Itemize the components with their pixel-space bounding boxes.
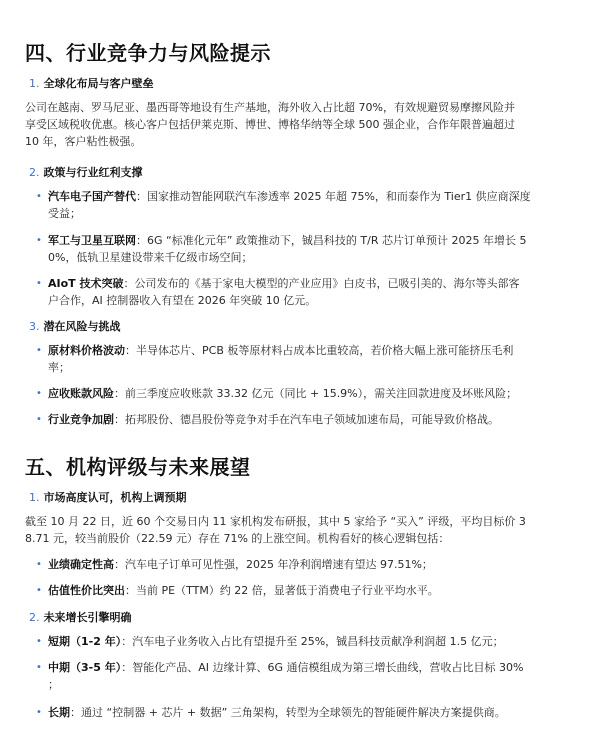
sub-number: 1. [29, 491, 40, 504]
bullet-icon: • [36, 662, 42, 673]
bullet-text: ：前三季度应收账款 33.32 亿元（同比 + 15.9%），需关注回款进度及坏账风险； [114, 387, 518, 400]
section-4-sub-2-heading [29, 164, 143, 180]
bullet-icon: • [36, 636, 42, 647]
bullet-item [36, 633, 504, 650]
sub-title: 全球化布局与客户壁垒 [43, 77, 154, 90]
bullet-icon: • [36, 345, 42, 356]
bullet-text: 户合作，AI 控制器收入有望在 2026 年突破 10 亿元。 [48, 294, 317, 307]
sub-number: 2. [29, 611, 40, 624]
bullet-label: 业绩确定性高 [48, 558, 114, 571]
sub-title: 政策与行业红利支撑 [43, 166, 143, 179]
bullet-label: 应收账款风险 [48, 387, 114, 400]
bullet-item [36, 188, 531, 222]
section-4-sub-3-heading [29, 318, 121, 334]
bullet-text: ； [48, 678, 59, 691]
bullet-item [36, 659, 524, 693]
sub-number: 2. [29, 166, 40, 179]
bullet-item [36, 275, 520, 309]
bullet-label: 行业竞争加剧 [48, 413, 114, 426]
section-5-sub-2-heading [29, 609, 132, 625]
bullet-text: 受益； [48, 207, 81, 220]
bullet-icon: • [36, 414, 42, 425]
bullet-icon: • [36, 707, 42, 718]
bullet-text: ：智能化产品、AI 边缘计算、6G 通信模组成为第三增长曲线，营收占比目标 30% [121, 661, 524, 674]
bullet-label: 估值性价比突出 [48, 584, 125, 597]
bullet-item [36, 411, 499, 428]
bullet-label: 汽车电子国产替代 [48, 190, 136, 203]
bullet-label: 长期 [48, 706, 70, 719]
sub-title: 未来增长引擎明确 [43, 611, 132, 624]
bullet-label: AIoT 技术突破 [48, 277, 124, 290]
bullet-item [36, 582, 439, 599]
paragraph-line: 享受区域税收优惠。核心客户包括伊莱克斯、博世、博格华纳等全球 500 强企业，合作年限普遍超过 [25, 118, 515, 131]
bullet-item [36, 385, 518, 402]
bullet-item [36, 556, 433, 573]
section-5-sub-1-heading [29, 489, 187, 505]
bullet-item [36, 232, 527, 266]
bullet-item [36, 342, 514, 376]
bullet-text: ：通过 “控制器 + 芯片 + 数据” 三角架构，转型为全球领先的智能硬件解决方案提供商。 [70, 706, 506, 719]
section-5-heading: 五、机构评级与未来展望 [25, 455, 251, 479]
section-4-sub-1-heading [29, 75, 154, 91]
bullet-label: 原材料价格波动 [48, 344, 125, 357]
sub-title: 市场高度认可，机构上调预期 [43, 491, 187, 504]
bullet-text: ：国家推动智能网联汽车渗透率 2025 年超 75%，和而泰作为 Tier1 供应商深度 [136, 190, 531, 203]
bullet-icon: • [36, 191, 42, 202]
paragraph-line: 截至 10 月 22 日，近 60 个交易日内 11 家机构发布研报，其中 5 家给予 “买入” 评级，平均目标价 3 [25, 515, 526, 528]
bullet-icon: • [36, 235, 42, 246]
bullet-text: ：拓邦股份、德昌股份等竞争对手在汽车电子领域加速布局，可能导致价格战。 [114, 413, 499, 426]
bullet-item [36, 704, 506, 721]
bullet-text: ：半导体芯片、PCB 板等原材料占成本比重较高，若价格大幅上涨可能挤压毛利 [125, 344, 514, 357]
section-4-sub-1-paragraph [25, 99, 570, 150]
bullet-text: 率； [48, 361, 70, 374]
section-5-sub-1-paragraph [25, 513, 570, 547]
bullet-text: ：公司发布的《基于家电大模型的产业应用》白皮书，已吸引美的、海尔等头部客 [123, 277, 520, 290]
bullet-icon: • [36, 585, 42, 596]
bullet-text: ：当前 PE（TTM）约 22 倍，显著低于消费电子行业平均水平。 [125, 584, 439, 597]
sub-number: 3. [29, 320, 40, 333]
bullet-text: ：汽车电子业务收入占比有望提升至 25%，铖昌科技贡献净利润超 1.5 亿元； [121, 635, 504, 648]
bullet-label: 中期（3-5 年） [48, 661, 122, 674]
bullet-icon: • [36, 559, 42, 570]
paragraph-line: 10 年，客户粘性极强。 [25, 135, 142, 148]
bullet-label: 短期（1-2 年） [48, 635, 122, 648]
sub-title: 潜在风险与挑战 [43, 320, 121, 333]
bullet-text: ：汽车电子订单可见性强，2025 年净利润增速有望达 97.51%； [114, 558, 433, 571]
section-4-heading: 四、行业竞争力与风险提示 [25, 41, 271, 65]
paragraph-line: 8.71 元，较当前股价（22.59 元）存在 71% 的上涨空间。机构看好的核心逻辑包括： [25, 532, 450, 545]
bullet-label: 军工与卫星互联网 [48, 234, 136, 247]
bullet-text: 0%，低轨卫星建设带来千亿级市场空间； [48, 251, 253, 264]
bullet-text: ：6G “标准化元年” 政策推动下，铖昌科技的 T/R 芯片订单预计 2025 年增长 5 [136, 234, 527, 247]
bullet-icon: • [36, 278, 42, 289]
bullet-icon: • [36, 388, 42, 399]
paragraph-line: 公司在越南、罗马尼亚、墨西哥等地设有生产基地，海外收入占比超 70%，有效规避贸易摩擦风险并 [25, 101, 515, 114]
sub-number: 1. [29, 77, 40, 90]
